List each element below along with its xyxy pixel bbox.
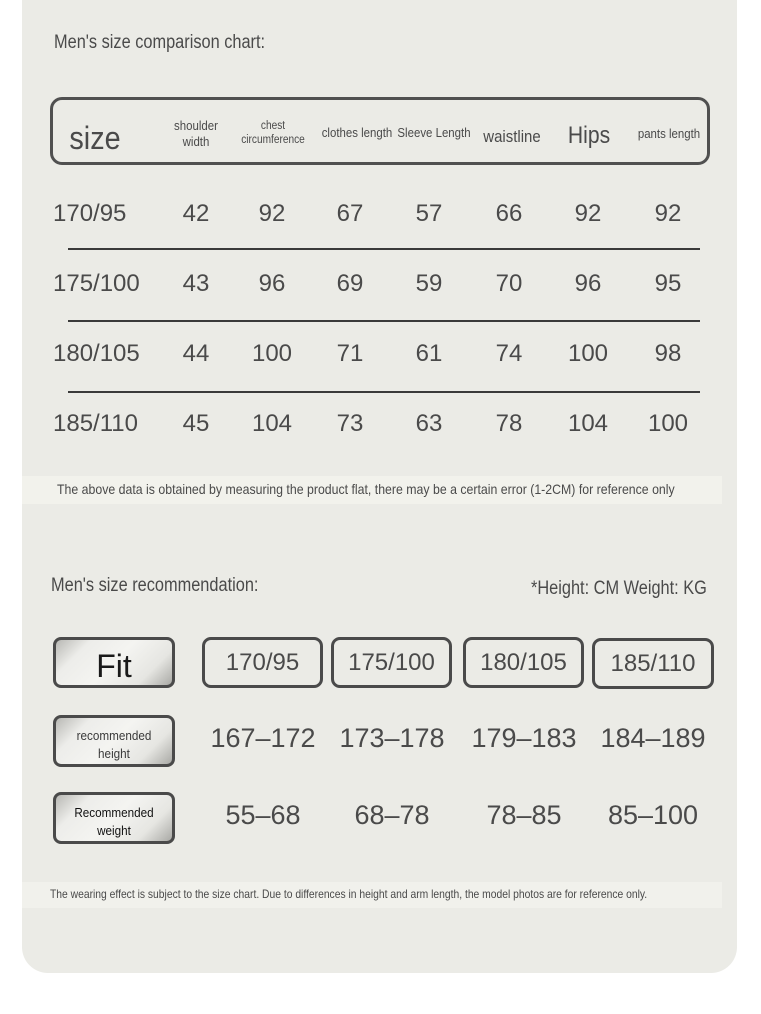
header-shoulder-width: shoulder width: [174, 118, 218, 150]
table-cell: 92: [258, 200, 286, 227]
table-cell: 61: [415, 340, 443, 367]
table-cell: 63: [415, 410, 443, 437]
footer-note: [22, 882, 722, 908]
height-range: 184–189: [600, 723, 706, 753]
height-range: 167–172: [210, 723, 316, 753]
table-cell: 59: [415, 270, 443, 297]
table-cell: 71: [336, 340, 364, 367]
units-label: *Height: CM Weight: KG: [531, 578, 707, 599]
table-cell: 57: [415, 200, 443, 227]
table-cell: 73: [336, 410, 364, 437]
table-cell: 70: [495, 270, 523, 297]
measurement-note-text: The above data is obtained by measuring the product flat, there may be a certain error (1-2CM) for reference only: [57, 481, 675, 497]
header-clothes-length: clothes length: [321, 125, 393, 140]
row-divider: [68, 248, 700, 250]
header-pants-length: pants length: [637, 126, 701, 141]
table-cell: 78: [495, 410, 523, 437]
table-cell: 44: [182, 340, 210, 367]
weight-range: 78–85: [486, 800, 562, 830]
table-cell: 42: [182, 200, 210, 227]
table-cell: 100: [647, 410, 689, 437]
table-cell-size: 170/95: [53, 200, 127, 227]
header-sleeve-length: Sleeve Length: [397, 125, 471, 140]
size-button-185-110: 185/110: [592, 638, 714, 689]
recommended-weight-label: Recommended weight: [53, 792, 175, 844]
table-cell: 66: [495, 200, 523, 227]
recommended-height-label: recommended height: [53, 715, 175, 767]
size-button-170-95: 170/95: [202, 637, 323, 688]
table-cell: 43: [182, 270, 210, 297]
size-button-180-105: 180/105: [463, 637, 584, 688]
header-size: size: [69, 120, 121, 156]
table-cell: 104: [567, 410, 609, 437]
height-range: 173–178: [339, 723, 445, 753]
table-cell: 100: [567, 340, 609, 367]
recommendation-title: Men's size recommendation:: [51, 575, 259, 596]
row-divider: [68, 391, 700, 393]
weight-range: 68–78: [354, 800, 430, 830]
table-cell: 45: [182, 410, 210, 437]
table-cell: 95: [654, 270, 682, 297]
weight-range: 55–68: [225, 800, 301, 830]
header-chest-circumference: chest circumference: [241, 120, 305, 147]
table-cell: 98: [654, 340, 682, 367]
size-button-175-100: 175/100: [331, 637, 452, 688]
table-cell: 96: [574, 270, 602, 297]
table-cell: 104: [251, 410, 293, 437]
table-cell: 92: [654, 200, 682, 227]
row-divider: [68, 320, 700, 322]
header-hips: Hips: [567, 122, 611, 149]
table-cell-size: 175/100: [53, 270, 140, 297]
weight-range: 85–100: [607, 800, 699, 830]
table-cell-size: 180/105: [53, 340, 140, 367]
fit-label: Fit: [53, 637, 175, 688]
measurement-note: [22, 476, 722, 504]
table-cell: 100: [251, 340, 293, 367]
table-cell: 67: [336, 200, 364, 227]
table-cell: 92: [574, 200, 602, 227]
footer-note-text: The wearing effect is subject to the size chart. Due to differences in height and arm length, the model photos are for reference only.: [50, 887, 648, 901]
table-cell: 96: [258, 270, 286, 297]
height-range: 179–183: [471, 723, 577, 753]
table-cell: 74: [495, 340, 523, 367]
comparison-title: Men's size comparison chart:: [54, 32, 266, 53]
table-cell: 69: [336, 270, 364, 297]
table-cell-size: 185/110: [53, 410, 138, 437]
header-waistline: waistline: [483, 127, 541, 146]
